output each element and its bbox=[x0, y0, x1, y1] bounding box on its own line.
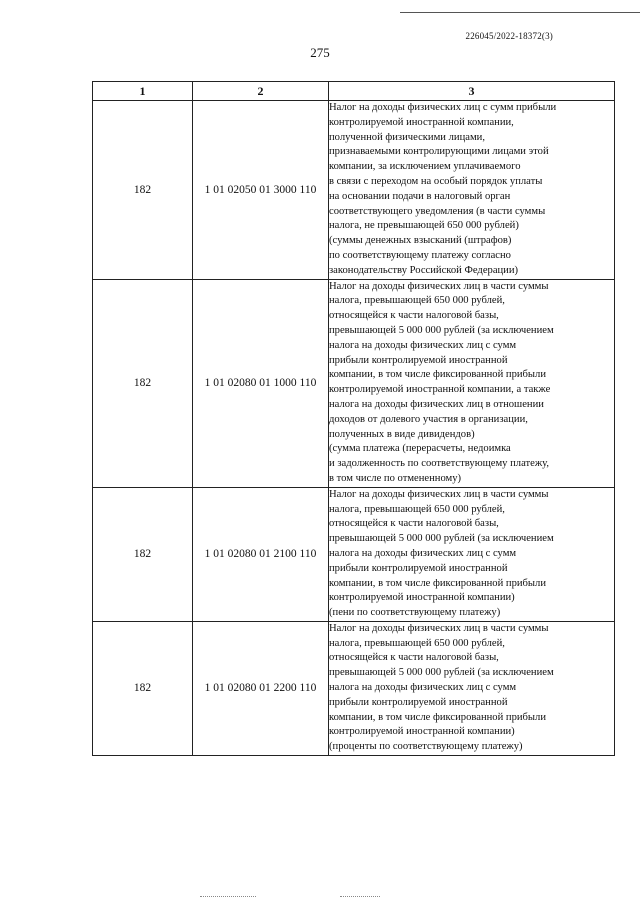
description-line: налога на доходы физических лиц в отношении bbox=[329, 398, 544, 410]
footer-mark-left bbox=[200, 896, 256, 897]
description-line: (пени по соответствующему платежу) bbox=[329, 607, 501, 619]
description-line: полученной физическими лицами, bbox=[329, 131, 485, 143]
description-line: компании, в том числе фиксированной прибыли bbox=[329, 577, 547, 589]
description-line: признаваемыми контролирующими лицами этой bbox=[329, 146, 549, 158]
description-line: контролируемой иностранной компании, bbox=[329, 116, 514, 128]
description-line: соответствующего уведомления (в части суммы bbox=[329, 205, 546, 217]
description-line: и задолженность по соответствующему платежу, bbox=[329, 458, 550, 470]
description-line: Налог на доходы физических лиц с сумм прибыли bbox=[329, 102, 557, 113]
kbk-code-cell: 1 01 02080 01 2200 110 bbox=[193, 621, 329, 755]
description-line: налога, превышающей 650 000 рублей, bbox=[329, 637, 505, 649]
table-header-row bbox=[93, 82, 615, 101]
description-cell bbox=[329, 621, 615, 755]
description-cell bbox=[329, 101, 615, 280]
admin-code-cell: 182 bbox=[93, 279, 193, 487]
description-line: контролируемой иностранной компании) bbox=[329, 592, 515, 604]
description-line: налога, не превышающей 650 000 рублей) bbox=[329, 220, 519, 232]
table-row bbox=[93, 621, 615, 755]
description-line: прибыли контролируемой иностранной bbox=[329, 562, 508, 574]
description-line: (проценты по соответствующему платежу) bbox=[329, 741, 523, 753]
description-line: Налог на доходы физических лиц в части суммы bbox=[329, 280, 549, 292]
admin-code-cell: 182 bbox=[93, 621, 193, 755]
description-line: контролируемой иностранной компании, а также bbox=[329, 384, 551, 396]
description-line: налога, превышающей 650 000 рублей, bbox=[329, 295, 505, 307]
budget-codes-table bbox=[92, 81, 615, 756]
description-line: компании, в том числе фиксированной прибыли bbox=[329, 369, 547, 381]
column-header-2: 2 bbox=[193, 82, 329, 101]
description-line: контролируемой иностранной компании) bbox=[329, 726, 515, 738]
description-line: (сумма платежа (перерасчеты, недоимка bbox=[329, 443, 511, 455]
description-line: по соответствующему платежу согласно bbox=[329, 249, 511, 261]
description-line: (суммы денежных взысканий (штрафов) bbox=[329, 235, 512, 247]
description-line: в том числе по отмененному) bbox=[329, 472, 462, 484]
description-line: относящейся к части налоговой базы, bbox=[329, 518, 499, 530]
description-line: налога на доходы физических лиц с сумм bbox=[329, 339, 517, 351]
description-line: в связи с переходом на особый порядок уплаты bbox=[329, 175, 543, 187]
description-line: Налог на доходы физических лиц в части суммы bbox=[329, 622, 549, 634]
description-line: Налог на доходы физических лиц в части суммы bbox=[329, 488, 549, 500]
description-line: налога на доходы физических лиц с сумм bbox=[329, 682, 517, 694]
description-line: доходов от долевого участия в организации, bbox=[329, 413, 528, 425]
page-number: 275 bbox=[310, 45, 330, 60]
description-line: налога на доходы физических лиц с сумм bbox=[329, 547, 517, 559]
description-line: превышающей 5 000 000 рублей (за исключением bbox=[329, 324, 554, 336]
column-header-1: 1 bbox=[93, 82, 193, 101]
kbk-code-cell: 1 01 02080 01 2100 110 bbox=[193, 487, 329, 621]
description-cell bbox=[329, 279, 615, 487]
document-number: 226045/2022-18372(3) bbox=[465, 31, 553, 41]
description-line: превышающей 5 000 000 рублей (за исключением bbox=[329, 533, 554, 545]
description-line: прибыли контролируемой иностранной bbox=[329, 354, 508, 366]
description-line: законодательству Российской Федерации) bbox=[329, 264, 519, 276]
description-line: прибыли контролируемой иностранной bbox=[329, 696, 508, 708]
description-line: относящейся к части налоговой базы, bbox=[329, 310, 499, 322]
description-line: на основании подачи в налоговый орган bbox=[329, 190, 511, 202]
kbk-code-cell: 1 01 02050 01 3000 110 bbox=[193, 101, 329, 280]
admin-code-cell: 182 bbox=[93, 101, 193, 280]
description-line: компании, за исключением уплачиваемого bbox=[329, 161, 521, 173]
kbk-code-cell: 1 01 02080 01 1000 110 bbox=[193, 279, 329, 487]
top-edge-rule bbox=[400, 12, 640, 13]
table-row bbox=[93, 101, 615, 280]
table-row bbox=[93, 487, 615, 621]
admin-code-cell: 182 bbox=[93, 487, 193, 621]
column-header-3: 3 bbox=[329, 82, 615, 101]
description-line: компании, в том числе фиксированной прибыли bbox=[329, 711, 547, 723]
footer-mark-right bbox=[340, 896, 380, 897]
description-line: полученных в виде дивидендов) bbox=[329, 428, 475, 440]
description-line: налога, превышающей 650 000 рублей, bbox=[329, 503, 505, 515]
description-line: относящейся к части налоговой базы, bbox=[329, 652, 499, 664]
description-cell bbox=[329, 487, 615, 621]
description-line: превышающей 5 000 000 рублей (за исключением bbox=[329, 667, 554, 679]
table-row bbox=[93, 279, 615, 487]
